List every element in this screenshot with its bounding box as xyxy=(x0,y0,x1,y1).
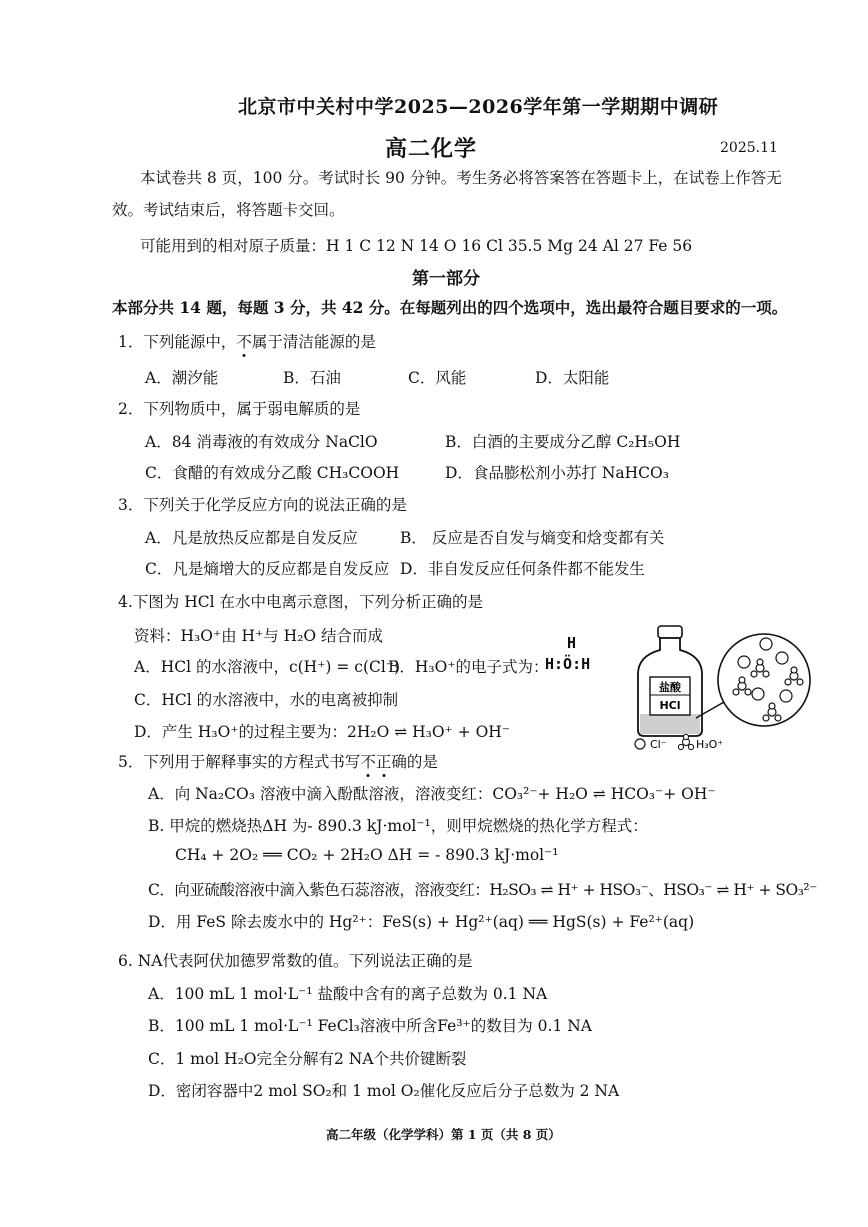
question-1-stem xyxy=(118,330,376,352)
question-2-option-a: A．84 消毒液的有效成分 NaClO xyxy=(145,433,378,451)
page-footer: 高二年级（化学学科）第 1 页（共 8 页） xyxy=(326,1127,561,1142)
emphasis-dot-char: 不 xyxy=(236,330,252,352)
question-6-option-d: D．密闭容器中2 mol SO₂和 1 mol O₂催化反应后分子总数为 2 NA xyxy=(148,1082,620,1100)
question-5-option-a: A．向 Na₂CO₃ 溶液中滴入酚酞溶液，溶液变红：CO₃²⁻+ H₂O ⇌ HCO₃⁻+ OH⁻ xyxy=(148,785,716,803)
question-3-option-a: A．凡是放热反应都是自发反应 xyxy=(145,529,358,547)
atomic-masses: 可能用到的相对原子质量：H 1 C 12 N 14 O 16 Cl 35.5 Mg 24 Al 27 Fe 56 xyxy=(140,237,693,255)
question-6-option-b: B．100 mL 1 mol·L⁻¹ FeCl₃溶液中所含Fe³⁺的数目为 0.1 NA xyxy=(148,1017,592,1035)
intro-line-2: 效。考试结束后，将答题卡交回。 xyxy=(112,201,345,219)
subject-title: 高二化学 xyxy=(385,136,478,162)
question-1-option-d: D．太阳能 xyxy=(535,369,610,387)
question-5-stem-post: 确的是 xyxy=(391,753,438,771)
question-6-option-a: A．100 mL 1 mol·L⁻¹ 盐酸中含有的离子总数为 0.1 NA xyxy=(148,985,548,1003)
question-4-option-d: D．产生 H₃O⁺的过程主要为：2H₂O ⇌ H₃O⁺ + OH⁻ xyxy=(134,723,510,741)
bottle-label-1: 盐酸 xyxy=(659,681,681,694)
section-title: 第一部分 xyxy=(412,269,480,289)
question-5-option-c: C．向亚硫酸溶液中滴入紫色石蕊溶液，溶液变红：H₂SO₃ ⇌ H⁺ + HSO₃⁻、HSO₃⁻ ⇌ H⁺ + SO₃²⁻ xyxy=(148,881,817,899)
emphasis-dot-char-1: 不 xyxy=(360,750,376,772)
question-6-option-c: C．1 mol H₂O完全分解有2 NA个共价键断裂 xyxy=(148,1050,467,1068)
bottle-label-2: HCl xyxy=(659,699,681,712)
question-1-stem-pre: 1．下列能源中， xyxy=(118,333,237,351)
emphasis-dot-char-2: 正 xyxy=(376,750,392,772)
question-2-option-d: D．食品膨松剂小苏打 NaHCO₃ xyxy=(445,464,669,482)
question-1-stem-post: 属于清洁能源的是 xyxy=(251,333,376,351)
intro-line-1: 本试卷共 8 页，100 分。考试时长 90 分钟。考生务必将答案答在答题卡上，在试卷上作答无 xyxy=(140,169,782,187)
legend-cl-icon xyxy=(635,739,645,749)
question-6-stem: 6. NA代表阿伏加德罗常数的值。下列说法正确的是 xyxy=(118,952,473,970)
question-1-option-b: B．石油 xyxy=(283,369,341,387)
question-4-note: 资料：H₃O⁺由 H⁺与 H₂O 结合而成 xyxy=(134,627,384,645)
question-5-stem-pre: 5．下列用于解释事实的方程式书写 xyxy=(118,753,361,771)
lewis-top-h: H xyxy=(567,634,577,652)
question-3-option-b: B． 反应是否自发与熵变和焓变都有关 xyxy=(400,529,665,547)
question-3-option-d: D．非自发反应任何条件都不能发生 xyxy=(400,560,645,578)
question-5-stem xyxy=(118,750,438,772)
question-4-option-a: A．HCl 的水溶液中，c(H⁺) = c(Cl⁻) xyxy=(134,658,401,676)
question-2-option-c: C．食醋的有效成分乙酸 CH₃COOH xyxy=(145,464,400,482)
question-5-option-b-line-2: CH₄ + 2O₂ ══ CO₂ + 2H₂O ΔH = - 890.3 kJ·mol⁻¹ xyxy=(175,846,559,864)
question-4-option-b: B．H₃O⁺的电子式为： xyxy=(388,658,549,676)
question-4-stem: 4.下图为 HCl 在水中电离示意图，下列分析正确的是 xyxy=(118,593,483,611)
question-5-option-b-line-1: B. 甲烷的燃烧热ΔH 为- 890.3 kJ·mol⁻¹，则甲烷燃烧的热化学方程式： xyxy=(148,817,648,835)
legend-h3o-label: H₃O⁺ xyxy=(696,738,724,751)
question-2-stem: 2．下列物质中，属于弱电解质的是 xyxy=(118,400,361,418)
section-instructions: 本部分共 14 题，每题 3 分，共 42 分。在每题列出的四个选项中，选出最符合题目要求的一项。 xyxy=(112,298,788,317)
hcl-ionization-figure xyxy=(624,622,814,752)
question-3-stem: 3．下列关于化学反应方向的说法正确的是 xyxy=(118,496,407,514)
legend-cl-label: Cl⁻ xyxy=(650,738,667,751)
question-1-option-a: A．潮汐能 xyxy=(145,369,219,387)
lewis-structure: H:Ö:H xyxy=(545,655,591,673)
question-1-option-c: C．风能 xyxy=(408,369,467,387)
question-5-option-d: D．用 FeS 除去废水中的 Hg²⁺：FeS(s) + Hg²⁺(aq) ══ HgS(s) + Fe²⁺(aq) xyxy=(148,913,695,931)
question-2-option-b: B．白酒的主要成分乙醇 C₂H₅OH xyxy=(445,433,681,451)
question-3-option-c: C．凡是熵增大的反应都是自发反应 xyxy=(145,560,390,578)
exam-date: 2025.11 xyxy=(720,140,778,156)
exam-title: 北京市中关村中学2025—2026学年第一学期期中调研 xyxy=(238,96,719,118)
question-4-option-c: C．HCl 的水溶液中，水的电离被抑制 xyxy=(134,691,399,709)
